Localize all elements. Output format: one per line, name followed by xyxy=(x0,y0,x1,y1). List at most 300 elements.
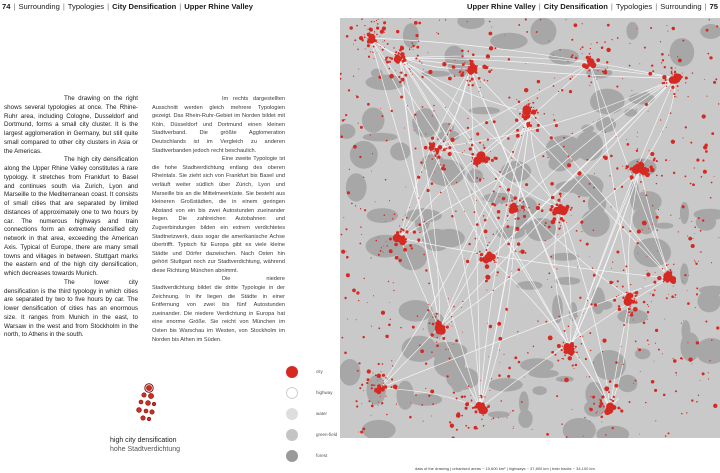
city-dot xyxy=(344,352,347,355)
city-dot xyxy=(588,75,591,78)
city-dot xyxy=(609,281,612,284)
city-dot xyxy=(381,247,382,248)
city-dot xyxy=(643,287,644,288)
city-dot xyxy=(657,251,658,252)
city-dot xyxy=(665,79,667,81)
city-core xyxy=(477,154,485,162)
city-dot xyxy=(374,32,375,33)
city-dot xyxy=(433,151,434,152)
city-dot xyxy=(462,152,463,153)
city-dot xyxy=(558,221,560,223)
city-dot xyxy=(489,32,493,36)
city-dot xyxy=(382,49,384,51)
city-dot xyxy=(556,395,558,397)
city-dot xyxy=(445,148,447,150)
city-dot xyxy=(718,103,719,104)
city-dot xyxy=(371,171,372,172)
city-dot xyxy=(640,181,642,183)
city-dot xyxy=(682,40,684,42)
city-dot xyxy=(577,316,578,317)
city-dot xyxy=(349,26,352,29)
forest-patch xyxy=(533,386,547,395)
city-dot xyxy=(612,261,613,262)
city-dot xyxy=(376,20,377,21)
city-dot xyxy=(428,70,432,74)
city-dot xyxy=(445,140,446,141)
city-dot xyxy=(429,156,430,157)
city-dot xyxy=(593,229,595,231)
city-dot xyxy=(636,150,638,152)
city-dot xyxy=(448,349,449,350)
city-dot xyxy=(631,312,633,314)
city-dot xyxy=(666,297,668,299)
city-dot xyxy=(633,383,634,384)
city-dot xyxy=(602,351,603,352)
city-dot xyxy=(564,330,566,332)
city-dot xyxy=(616,136,617,137)
city-dot xyxy=(661,62,662,63)
city-dot xyxy=(469,77,470,78)
city-dot xyxy=(535,117,537,119)
city-dot xyxy=(418,22,421,25)
city-dot xyxy=(401,78,405,82)
city-dot xyxy=(580,221,583,224)
city-dot xyxy=(666,82,668,84)
city-dot xyxy=(616,167,618,169)
city-dot xyxy=(386,414,388,416)
city-dot xyxy=(710,197,712,199)
city-dot xyxy=(599,402,601,404)
city-dot xyxy=(596,412,597,413)
city-dot xyxy=(708,372,709,373)
city-dot xyxy=(472,407,474,409)
city-dot xyxy=(593,187,595,189)
city-dot xyxy=(551,205,554,208)
forest-patch xyxy=(670,38,695,66)
city-dot xyxy=(418,223,421,226)
city-dot xyxy=(673,264,674,265)
city-dot xyxy=(443,141,445,143)
city-dot xyxy=(410,402,411,403)
city-dot xyxy=(591,44,592,45)
city-dot xyxy=(529,103,530,104)
city-core xyxy=(590,62,596,68)
forest-patch xyxy=(469,107,500,114)
city-dot xyxy=(691,363,692,364)
city-dot xyxy=(478,91,479,92)
city-dot xyxy=(661,53,664,56)
city-dot xyxy=(501,400,503,402)
city-dot xyxy=(545,321,547,323)
city-dot xyxy=(367,103,370,106)
city-dot xyxy=(519,251,520,252)
city-dot xyxy=(455,210,457,212)
city-dot xyxy=(340,135,343,138)
city-dot xyxy=(620,409,623,412)
city-dot xyxy=(490,151,491,152)
city-dot xyxy=(694,167,695,168)
city-dot xyxy=(664,319,665,320)
city-dot xyxy=(477,166,478,167)
city-dot xyxy=(662,75,666,79)
city-dot xyxy=(709,19,710,20)
city-dot xyxy=(542,155,544,157)
forest-patch xyxy=(340,359,360,386)
city-dot xyxy=(493,290,494,291)
city-dot xyxy=(385,377,387,379)
city-dot xyxy=(483,254,484,255)
city-core xyxy=(570,342,574,346)
city-dot xyxy=(389,74,394,79)
city-dot xyxy=(462,301,463,302)
city-dot xyxy=(696,293,698,295)
city-dot xyxy=(511,200,513,202)
city-dot xyxy=(362,336,364,338)
city-dot xyxy=(581,343,583,345)
city-dot xyxy=(567,163,571,167)
city-dot xyxy=(617,407,618,408)
city-dot xyxy=(605,434,607,436)
city-dot xyxy=(479,178,481,180)
city-dot xyxy=(515,250,517,252)
city-dot xyxy=(691,399,693,401)
city-dot xyxy=(378,363,380,365)
city-dot xyxy=(703,170,707,174)
city-dot xyxy=(518,212,519,213)
city-dot xyxy=(699,380,700,381)
city-dot xyxy=(487,138,489,140)
city-dot xyxy=(358,69,359,70)
city-dot xyxy=(461,49,464,52)
city-dot xyxy=(398,52,399,53)
city-dot xyxy=(418,55,419,56)
city-dot xyxy=(430,333,434,337)
city-dot xyxy=(379,36,380,37)
city-dot xyxy=(705,320,707,322)
city-dot xyxy=(576,230,578,232)
city-dot xyxy=(461,68,462,69)
city-dot xyxy=(671,271,672,272)
city-dot xyxy=(649,150,650,151)
city-dot xyxy=(536,31,538,33)
city-dot xyxy=(611,39,612,40)
forest-patch xyxy=(655,223,673,229)
city-dot xyxy=(345,114,347,116)
city-dot xyxy=(546,433,549,436)
city-dot xyxy=(485,121,488,124)
city-dot xyxy=(670,215,671,216)
city-dot xyxy=(533,345,535,347)
city-dot xyxy=(692,238,693,239)
city-dot xyxy=(629,401,631,403)
german-text-column xyxy=(152,95,285,344)
city-dot xyxy=(360,208,361,209)
city-dot xyxy=(493,260,495,262)
city-dot xyxy=(654,361,655,362)
city-dot xyxy=(399,81,402,84)
city-dot xyxy=(484,219,487,222)
city-dot xyxy=(398,76,400,78)
city-dot xyxy=(395,70,396,71)
city-dot xyxy=(517,109,518,110)
city-dot xyxy=(650,166,653,169)
city-dot xyxy=(672,74,673,75)
city-dot xyxy=(570,209,572,211)
city-dot xyxy=(347,191,350,194)
city-dot xyxy=(711,182,713,184)
city-dot xyxy=(656,183,657,184)
city-dot xyxy=(493,203,494,204)
city-dot xyxy=(601,395,604,398)
city-dot xyxy=(516,134,520,138)
city-dot xyxy=(508,97,510,99)
city-dot xyxy=(465,402,469,406)
city-dot xyxy=(524,88,528,92)
city-dot xyxy=(431,182,434,185)
city-dot xyxy=(356,96,359,99)
city-dot xyxy=(468,385,470,387)
city-dot xyxy=(549,208,552,211)
city-dot xyxy=(618,305,620,307)
city-dot xyxy=(602,339,606,343)
city-dot xyxy=(361,384,363,386)
city-dot xyxy=(483,425,485,427)
city-dot xyxy=(449,357,451,359)
city-dot xyxy=(380,250,382,252)
city-dot xyxy=(480,380,481,381)
city-dot xyxy=(424,221,426,223)
city-dot xyxy=(596,58,600,62)
city-dot xyxy=(381,371,382,372)
forest-patch xyxy=(519,391,529,414)
city-dot xyxy=(413,49,414,50)
city-dot xyxy=(692,72,693,73)
city-dot xyxy=(378,405,379,406)
city-dot xyxy=(642,221,647,226)
city-dot xyxy=(663,281,665,283)
city-dot xyxy=(679,218,680,219)
city-dot xyxy=(400,45,402,47)
city-dot xyxy=(568,326,570,328)
city-dot xyxy=(412,74,413,75)
city-dot xyxy=(559,49,560,50)
city-dot xyxy=(372,52,373,53)
city-dot xyxy=(497,210,501,214)
city-dot xyxy=(647,340,649,342)
city-dot xyxy=(478,77,481,80)
city-dot xyxy=(571,54,573,56)
city-dot xyxy=(635,291,639,295)
city-dot xyxy=(545,222,547,224)
city-dot xyxy=(342,119,345,122)
city-dot xyxy=(635,295,637,297)
city-dot xyxy=(675,372,677,374)
city-dot xyxy=(656,175,658,177)
city-dot xyxy=(448,298,449,299)
city-dot xyxy=(372,403,373,404)
legend-swatch-forest xyxy=(286,450,298,462)
city-dot xyxy=(466,68,467,69)
city-dot xyxy=(708,378,709,379)
city-dot xyxy=(594,173,595,174)
legend-label-green-field: green-field xyxy=(316,432,338,437)
city-dot xyxy=(504,35,505,36)
city-dot xyxy=(572,160,573,161)
city-dot xyxy=(471,161,472,162)
map-data-caption: data of the drawing | urbanised areas ~ 10,600 km² | highways ~ 37,800 km | train tracks ~ 34,100 km xyxy=(415,466,595,471)
city-dot xyxy=(455,60,456,61)
city-dot xyxy=(521,166,522,167)
city-dot xyxy=(523,209,525,211)
city-dot xyxy=(582,23,583,24)
city-dot xyxy=(629,315,630,316)
city-dot xyxy=(374,384,376,386)
city-dot xyxy=(561,89,563,91)
city-dot xyxy=(395,256,399,260)
city-dot xyxy=(497,275,498,276)
city-dot xyxy=(409,49,410,50)
city-dot xyxy=(341,234,343,236)
city-dot xyxy=(481,419,482,420)
city-dot xyxy=(589,85,590,86)
city-dot xyxy=(616,86,618,88)
city-dot xyxy=(675,390,677,392)
city-dot xyxy=(371,326,372,327)
city-dot xyxy=(684,274,686,276)
city-dot xyxy=(647,304,648,305)
city-dot xyxy=(517,242,520,245)
city-dot xyxy=(702,159,704,161)
city-dot xyxy=(436,32,437,33)
city-dot xyxy=(471,78,474,81)
city-dot xyxy=(494,47,496,49)
city-dot xyxy=(487,161,488,162)
city-dot xyxy=(590,303,592,305)
city-dot xyxy=(437,33,439,35)
city-dot xyxy=(443,148,446,151)
city-dot xyxy=(612,427,614,429)
city-dot xyxy=(696,341,699,344)
city-dot xyxy=(415,57,417,59)
city-dot xyxy=(442,62,446,66)
city-dot xyxy=(387,56,388,57)
city-dot xyxy=(384,40,385,41)
city-dot xyxy=(671,86,674,89)
city-core xyxy=(560,206,564,210)
city-dot xyxy=(391,110,393,112)
city-dot xyxy=(626,139,627,140)
city-dot xyxy=(367,378,370,381)
city-dot xyxy=(507,220,508,221)
city-dot xyxy=(489,404,490,405)
city-dot xyxy=(662,268,663,269)
city-dot xyxy=(465,70,466,71)
city-dot xyxy=(655,272,656,273)
city-dot xyxy=(560,202,561,203)
city-dot xyxy=(389,200,390,201)
city-dot xyxy=(645,278,646,279)
city-dot xyxy=(662,131,663,132)
city-dot xyxy=(687,342,688,343)
city-dot xyxy=(594,303,597,306)
city-dot xyxy=(498,374,501,377)
city-dot xyxy=(572,76,573,77)
city-dot xyxy=(380,30,384,34)
city-dot xyxy=(716,326,719,329)
city-dot xyxy=(671,140,675,144)
city-dot xyxy=(696,159,699,162)
city-dot xyxy=(657,276,661,280)
forest-patch xyxy=(641,92,651,103)
city-dot xyxy=(637,132,638,133)
city-dot xyxy=(377,23,379,25)
city-dot xyxy=(577,171,581,175)
city-dot xyxy=(682,281,683,282)
city-dot xyxy=(493,120,496,123)
city-dot xyxy=(435,316,437,318)
city-dot xyxy=(399,72,400,73)
city-dot xyxy=(416,46,419,49)
city-dot xyxy=(647,270,648,271)
english-paragraph-3: The lower city densification is the third typology in which cities are separated by two to five hours by car. The lower densification of cities has an enormous size. It ranges from Munich in the east, to Warsaw in the west and from Stockholm in the north, to Athens in the south. xyxy=(4,278,138,339)
city-dot xyxy=(467,127,469,129)
city-dot xyxy=(389,249,393,253)
city-dot xyxy=(415,148,417,150)
city-dot xyxy=(449,421,451,423)
city-dot xyxy=(615,361,618,364)
city-dot xyxy=(367,369,371,373)
city-dot xyxy=(641,160,642,161)
city-dot xyxy=(487,245,489,247)
city-dot xyxy=(414,114,416,116)
city-dot xyxy=(432,115,433,116)
city-dot xyxy=(383,380,384,381)
city-dot xyxy=(385,396,386,397)
city-dot xyxy=(616,251,619,254)
city-dot xyxy=(617,280,619,282)
city-dot xyxy=(681,413,683,415)
city-dot xyxy=(431,416,432,417)
city-dot xyxy=(417,315,419,317)
city-dot xyxy=(519,113,521,115)
city-dot xyxy=(537,97,538,98)
city-dot xyxy=(601,421,602,422)
city-dot xyxy=(409,68,410,69)
city-dot xyxy=(518,361,521,364)
city-dot xyxy=(611,268,612,269)
city-dot xyxy=(525,252,527,254)
header-left: 74 | Surrounding | Typologies | City Densification | Upper Rhine Valley xyxy=(2,2,254,11)
city-dot xyxy=(696,401,698,403)
city-dot xyxy=(481,395,483,397)
city-dot xyxy=(682,73,683,74)
city-dot xyxy=(400,72,402,74)
city-dot xyxy=(681,323,682,324)
city-dot xyxy=(378,19,379,20)
city-dot xyxy=(571,56,573,58)
city-dot xyxy=(385,179,387,181)
forest-patch xyxy=(446,367,479,390)
city-dot xyxy=(521,135,522,136)
city-dot xyxy=(459,71,461,73)
city-dot xyxy=(431,158,433,160)
city-dot xyxy=(377,380,378,381)
city-dot xyxy=(545,240,546,241)
city-core xyxy=(381,388,384,391)
city-dot xyxy=(646,256,647,257)
city-dot xyxy=(380,379,381,380)
city-dot xyxy=(383,21,386,24)
